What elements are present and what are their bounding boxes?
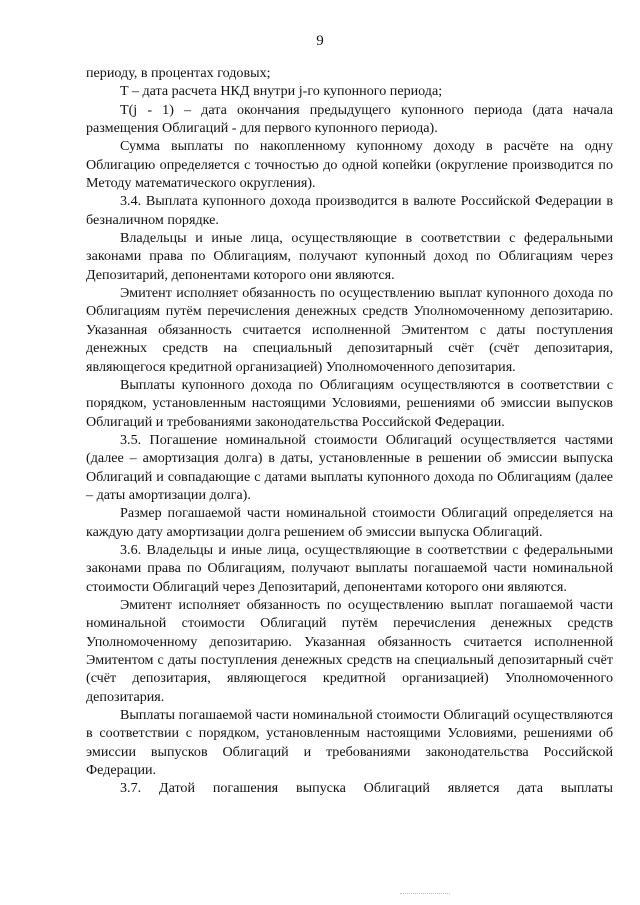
scan-artifact	[400, 893, 450, 896]
paragraph: Выплаты купонного дохода по Облигациям осуществляются в соответствии с порядком, установленным настоящими Условиями, решениями об эмиссии выпусков Облигаций и требованиями законодательства Российской Федерации.	[86, 376, 613, 430]
paragraph: Эмитент исполняет обязанность по осуществлению выплат купонного дохода по Облигациям путём перечисления денежных средств Уполномоченному депозитарию. Указанная обязанность считается исполненной Эмитентом с даты поступления денежных средств на специальный депозитарный счёт (счёт депозитария, являющегося кредитной организацией) Уполномоченного депозитария.	[86, 285, 613, 375]
paragraph: Эмитент исполняет обязанность по осуществлению выплат погашаемой части номинальной стоимости Облигаций путём перечисления денежных средств Уполномоченному депозитарию. Указанная обязанность считается исполненной Эмитентом с даты поступления денежных средств на специальный депозитарный счёт (счёт депозитария, являющегося кредитной организацией) Уполномоченного депозитария.	[86, 596, 613, 705]
page-number: 9	[316, 33, 324, 49]
paragraph: T – дата расчета НКД внутри j-го купонного периода;	[120, 83, 443, 100]
section-3-4: 3.4. Выплата купонного дохода производится в валюте Российской Федерации в безналичном порядке.	[86, 193, 613, 228]
section-3-7: 3.7. Датой погашения выпуска Облигаций является дата выплаты	[120, 780, 613, 797]
paragraph: Выплаты погашаемой части номинальной стоимости Облигаций осуществляются в соответствии с порядком, установленным настоящими Условиями, решениями об эмиссии выпусков Облигаций и требованиями законодательства Российской Федерации.	[86, 707, 613, 779]
paragraph: T(j - 1) – дата окончания предыдущего купонного периода (дата начала размещения Облигаций - для первого купонного периода).	[86, 101, 613, 137]
paragraph: Размер погашаемой части номинальной стоимости Облигаций определяется на каждую дату амортизации долга решением об эмиссии выпуска Облигаций.	[86, 505, 613, 540]
section-3-6: 3.6. Владельцы и иные лица, осуществляющие в соответствии с федеральными законами права по Облигациям, получают выплаты погашаемой части номинальной стоимости Облигаций через Депозитарий, депонентами которого они являются.	[86, 541, 613, 595]
document-body	[86, 64, 613, 798]
section-3-5: 3.5. Погашение номинальной стоимости Облигаций осуществляется частями (далее – амортизация долга) в даты, установленные в решении об эмиссии выпуска Облигаций и совпадающие с датами выплаты купонного дохода по Облигациям (далее – даты амортизации долга).	[86, 431, 613, 503]
paragraph: Владельцы и иные лица, осуществляющие в соответствии с федеральными законами права по Облигациям, получают купонный доход по Облигациям через Депозитарий, депонентами которого они являются.	[86, 230, 613, 283]
paragraph: Сумма выплаты по накопленному купонному доходу в расчёте на одну Облигацию определяется с точностью до одной копейки (округление производится по Методу математического округления).	[86, 138, 613, 192]
paragraph: периоду, в процентах годовых;	[86, 65, 271, 81]
